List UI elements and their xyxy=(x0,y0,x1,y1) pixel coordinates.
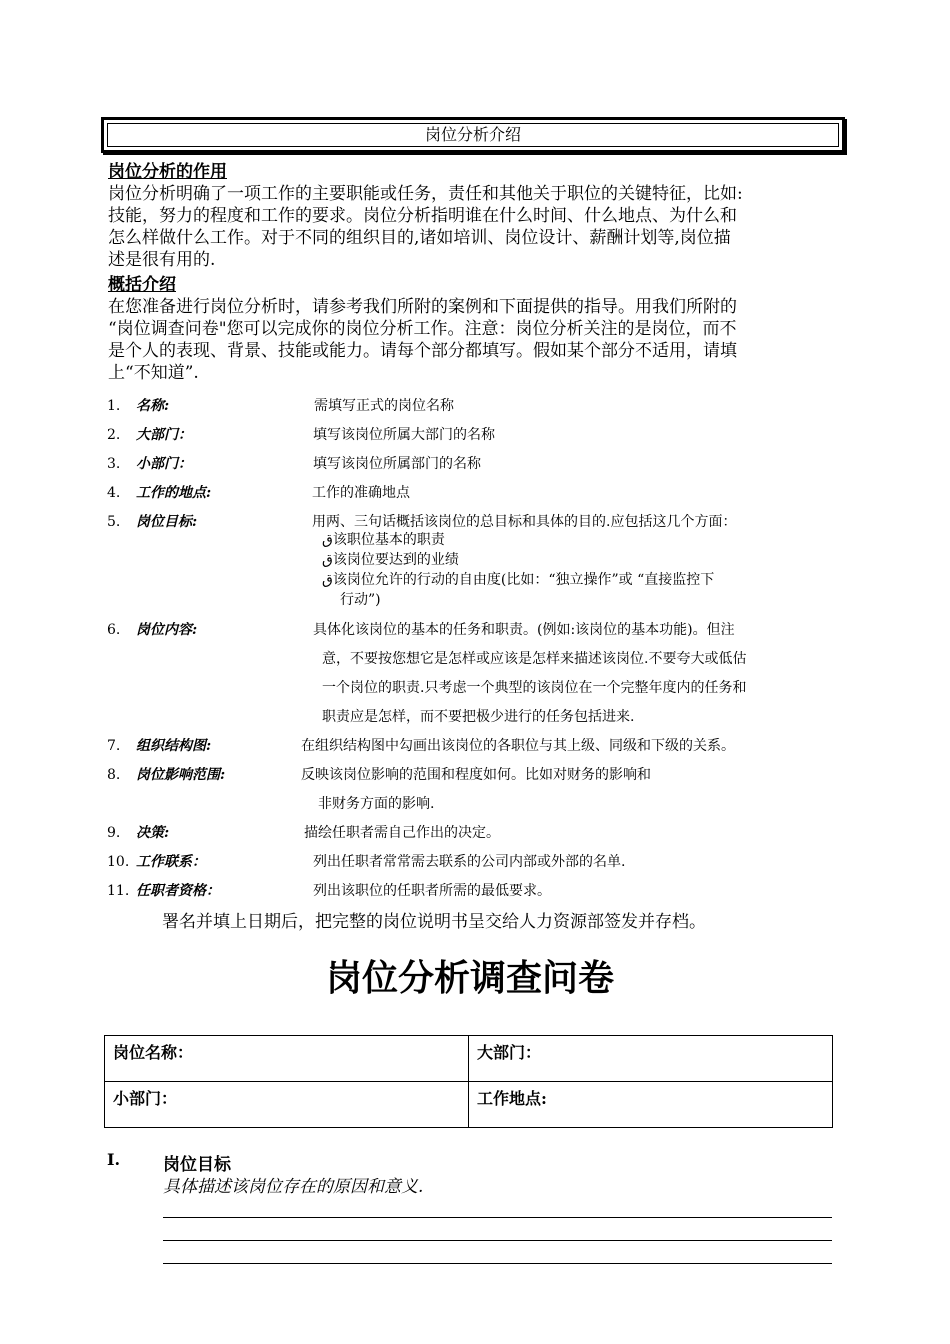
paragraph-line: 上“不知道”. xyxy=(108,363,199,383)
small-dept-label: 小部门： xyxy=(113,1089,178,1108)
item-description-continuation: 意，不要按您想它是怎样或应该是怎样来描述该岗位.不要夸大或低估 xyxy=(322,651,747,667)
item-label: 任职者资格： xyxy=(136,883,220,899)
item-number: 8. xyxy=(107,767,121,783)
bullet-item-continuation: 行动”) xyxy=(340,592,381,608)
item-description-continuation: 职责应是怎样，而不要把极少进行的任务包括进来. xyxy=(322,709,635,725)
paragraph-line: 在您准备进行岗位分析时，请参考我们所附的案例和下面提供的指导。用我们所附的 xyxy=(108,297,737,317)
item-label: 名称: xyxy=(136,398,170,414)
item-description: 用两、三句话概括该岗位的总目标和具体的目的.应包括这几个方面： xyxy=(312,514,737,530)
section-title: 岗位目标 xyxy=(163,1155,231,1175)
answer-line[interactable] xyxy=(163,1240,832,1241)
bullet-item: ق该职位基本的职责 xyxy=(322,532,445,548)
item-description: 具体化该岗位的基本的任务和职责。(例如:该岗位的基本功能)。但注 xyxy=(313,622,735,638)
item-description-continuation: 非财务方面的影响. xyxy=(318,796,435,812)
item-label: 组织结构图: xyxy=(136,738,212,754)
item-description: 在组织结构图中勾画出该岗位的各职位与其上级、同级和下级的关系。 xyxy=(301,738,735,754)
section-heading-purpose: 岗位分析的作用 xyxy=(108,162,227,182)
section-heading-overview: 概括介绍 xyxy=(108,275,176,295)
item-number: 3. xyxy=(107,456,121,472)
item-number: 7. xyxy=(107,738,121,754)
bullet-item: ق该岗位要达到的业绩 xyxy=(322,552,459,568)
item-number: 10. xyxy=(107,854,130,870)
job-name-field[interactable] xyxy=(105,1036,469,1082)
big-dept-field[interactable] xyxy=(469,1036,833,1082)
item-description: 填写该岗位所属大部门的名称 xyxy=(313,427,495,443)
item-label: 决策: xyxy=(136,825,170,841)
item-number: 9. xyxy=(107,825,121,841)
header-title: 岗位分析介绍 xyxy=(107,123,839,147)
item-description-continuation: 一个岗位的职责.只考虑一个典型的该岗位在一个完整年度内的任务和 xyxy=(322,680,747,696)
location-field[interactable] xyxy=(469,1082,833,1128)
item-label: 岗位影响范围: xyxy=(136,767,226,783)
item-description: 工作的准确地点 xyxy=(312,485,410,501)
item-description: 需填写正式的岗位名称 xyxy=(314,398,454,414)
answer-line[interactable] xyxy=(163,1217,832,1218)
item-label: 工作联系： xyxy=(136,854,206,870)
item-number: 1. xyxy=(107,398,121,414)
paragraph-line: 是个人的表现、背景、技能或能力。请每个部分都填写。假如某个部分不适用，请填 xyxy=(108,341,737,361)
item-number: 11. xyxy=(107,883,130,899)
paragraph-line: 技能，努力的程度和工作的要求。岗位分析指明谁在什么时间、什么地点、为什么和 xyxy=(108,206,737,226)
section-subtitle: 具体描述该岗位存在的原因和意义. xyxy=(163,1177,424,1197)
location-label: 工作地点: xyxy=(477,1089,547,1108)
big-dept-label: 大部门： xyxy=(477,1043,542,1062)
item-label: 岗位内容: xyxy=(136,622,198,638)
item-number: 6. xyxy=(107,622,121,638)
answer-line[interactable] xyxy=(163,1263,832,1264)
bullet-item: ق该岗位允许的行动的自由度(比如：“独立操作”或 “直接监控下 xyxy=(322,572,715,588)
item-description: 填写该岗位所属部门的名称 xyxy=(313,456,481,472)
header-title-box xyxy=(101,117,845,153)
small-dept-field[interactable] xyxy=(105,1082,469,1128)
paragraph-line: “岗位调查问卷"您可以完成你的岗位分析工作。注意：岗位分析关注的是岗位，而不 xyxy=(108,319,737,339)
item-label: 大部门： xyxy=(136,427,192,443)
paragraph-overview xyxy=(108,296,828,384)
item-description: 描绘任职者需自己作出的决定。 xyxy=(304,825,500,841)
item-description: 反映该岗位影响的范围和程度如何。比如对财务的影响和 xyxy=(301,767,651,783)
item-number: 2. xyxy=(107,427,121,443)
closing-instruction: 署名并填上日期后，把完整的岗位说明书呈交给人力资源部签发并存档。 xyxy=(162,912,706,932)
questionnaire-title: 岗位分析调查问卷 xyxy=(325,957,614,999)
paragraph-line: 述是很有用的. xyxy=(108,250,216,270)
item-description: 列出任职者常常需去联系的公司内部或外部的名单. xyxy=(313,854,626,870)
item-label: 小部门： xyxy=(136,456,192,472)
paragraph-purpose xyxy=(108,183,828,271)
item-label: 工作的地点: xyxy=(136,485,212,501)
paragraph-line: 怎么样做什么工作。对于不同的组织目的,诸如培训、岗位设计、薪酬计划等,岗位描 xyxy=(108,228,731,248)
item-description: 列出该职位的任职者所需的最低要求。 xyxy=(313,883,551,899)
section-number: I. xyxy=(107,1150,121,1169)
item-number: 5. xyxy=(107,514,121,530)
paragraph-line: 岗位分析明确了一项工作的主要职能或任务，责任和其他关于职位的关键特征，比如: xyxy=(108,184,743,204)
item-label: 岗位目标: xyxy=(136,514,198,530)
item-number: 4. xyxy=(107,485,121,501)
job-name-label: 岗位名称： xyxy=(113,1043,194,1062)
job-info-form xyxy=(104,1035,833,1128)
